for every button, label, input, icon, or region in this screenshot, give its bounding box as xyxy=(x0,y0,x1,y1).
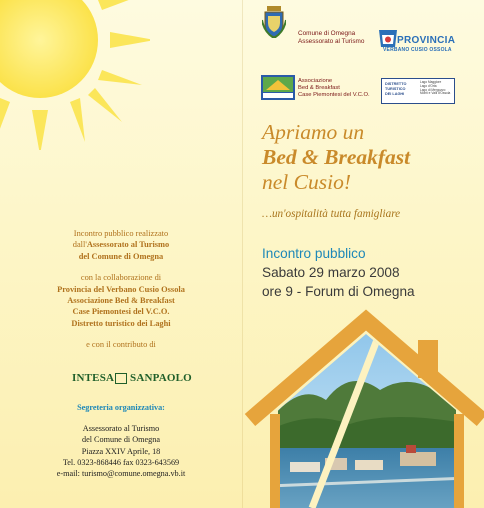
provincia-label: PROVINCIA xyxy=(397,35,456,46)
sponsor-name-right: SANPAOLO xyxy=(130,372,192,384)
house-chimney xyxy=(418,340,438,378)
collab-item: Associazione Bed & Breakfast xyxy=(67,296,175,306)
house-illustration xyxy=(230,302,484,508)
bb-association-logo-icon xyxy=(261,75,295,100)
collab-intro: con la collaborazione di xyxy=(80,273,162,283)
collab-item: Distretto turistico dei Laghi xyxy=(71,318,171,328)
provincia-sub-label: VERBANO CUSIO OSSOLA xyxy=(383,47,452,53)
contact-email: e-mail: turismo@comune.omegna.vb.it xyxy=(56,469,186,479)
comune-label: Comune di Omegna Assessorato al Turismo xyxy=(298,30,365,45)
contact-line: Assessorato al Turismo xyxy=(82,424,160,434)
event-time-place: ore 9 - Forum di Omegna xyxy=(262,284,415,299)
contact-heading: Segreteria organizzativa: xyxy=(77,403,165,412)
event-date: Sabato 29 marzo 2008 xyxy=(262,265,400,280)
contrib-intro: e con il contributo di xyxy=(86,340,156,350)
contact-line: del Comune di Omegna xyxy=(82,435,160,445)
event-heading: Incontro pubblico xyxy=(262,246,366,261)
provincia-logo-icon xyxy=(378,27,398,49)
sun-icon xyxy=(0,0,150,150)
collab-item: Provincia del Verbano Cusio Ossola xyxy=(57,284,185,294)
contact-block xyxy=(0,402,242,479)
association-label: Associazione Bed & Breakfast Case Piemontesi del V.C.O. xyxy=(298,78,370,99)
assessorato-name: Assessorato al Turismo xyxy=(86,240,170,250)
event-info xyxy=(262,244,415,301)
contact-phone: Tel. 0323-868446 fax 0323-643569 xyxy=(62,457,180,467)
tagline: …un'ospitalità tutta famigliare xyxy=(262,208,401,220)
sponsor-name-left: INTESA xyxy=(72,372,115,384)
intro-line: Incontro pubblico realizzato xyxy=(73,229,169,238)
distretto-lakes: Lago Maggiore Lago d'Orta Lago di Mergozzo Monti e Valli d'Ossola xyxy=(420,80,451,96)
left-panel xyxy=(0,228,242,351)
sponsor-mark-icon xyxy=(115,373,127,384)
intro-line: dall'Assessorato al Turismo xyxy=(72,240,170,250)
distretto-label: DISTRETTO TURISTICO DEI LAGHI xyxy=(385,82,407,96)
distretto-logo xyxy=(381,78,455,104)
comune-name: del Comune di Omegna xyxy=(78,251,164,261)
collab-item: Case Piemontesi del V.C.O. xyxy=(72,307,170,317)
comune-crest-icon xyxy=(262,6,286,38)
contact-line: Piazza XXIV Aprile, 18 xyxy=(81,446,161,456)
main-title: Apriamo un Bed & Breakfast nel Cusio! xyxy=(262,120,411,194)
sponsor-logo xyxy=(58,372,192,384)
